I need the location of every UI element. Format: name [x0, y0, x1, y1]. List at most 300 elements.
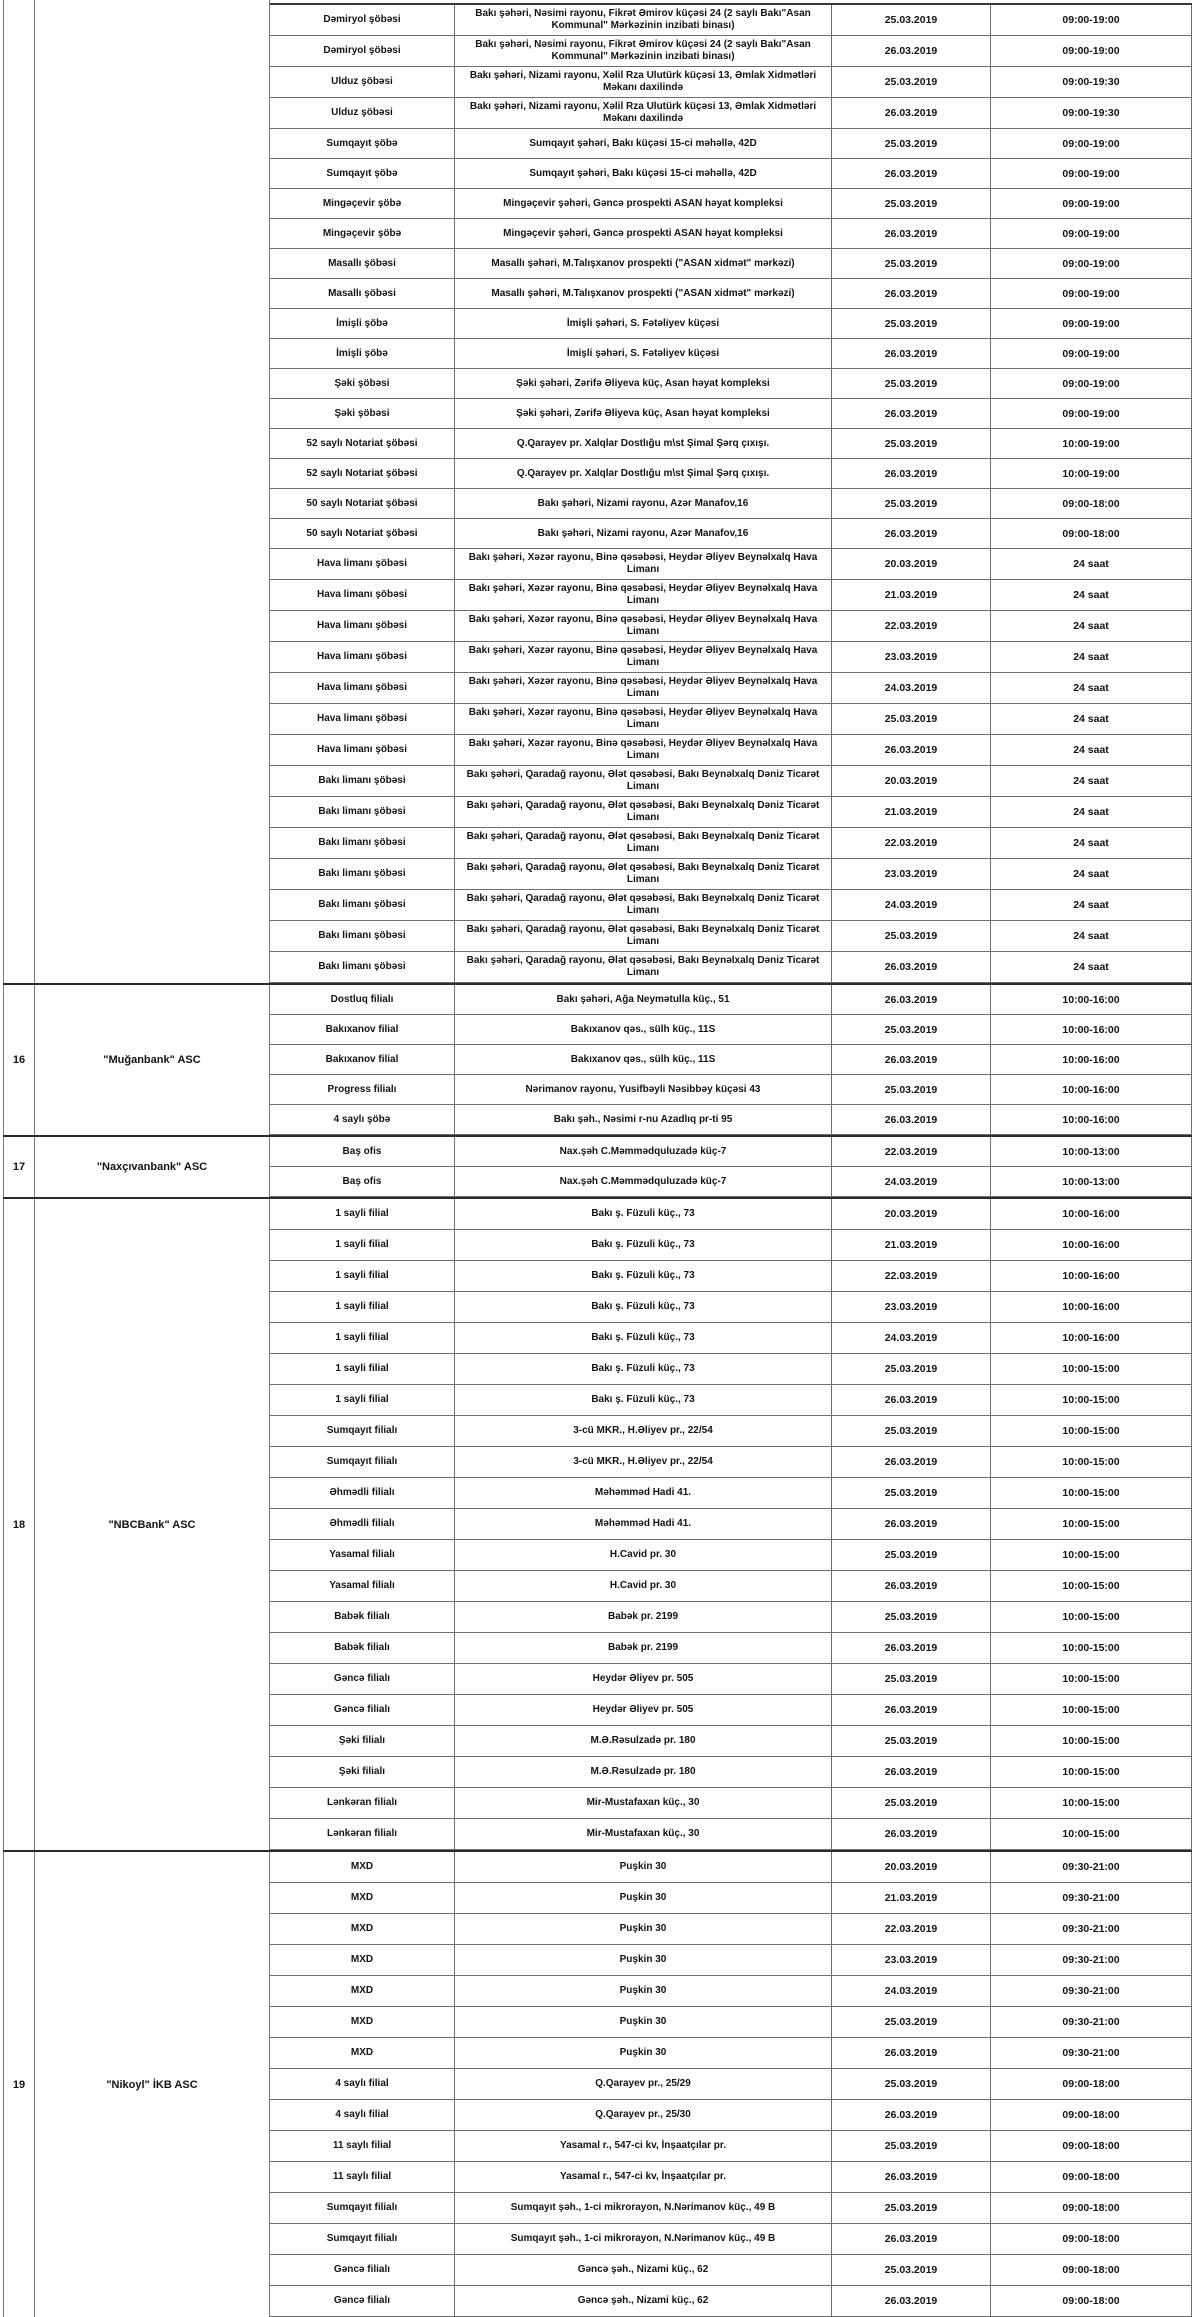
cell-branch: 50 saylı Notariat şöbəsi	[270, 519, 455, 548]
section-number: 17	[12, 1161, 26, 1173]
section-number: 18	[12, 1518, 26, 1531]
cell-branch: Masallı şöbəsi	[270, 279, 455, 308]
cell-date: 25.03.2019	[832, 704, 991, 734]
cell-date: 25.03.2019	[832, 489, 991, 518]
cell-date: 21.03.2019	[832, 1230, 991, 1260]
table-row	[270, 828, 1192, 859]
cell-address: Sumqayıt şəhəri, Bakı küçəsi 15-ci məhəllə, 42D	[455, 129, 832, 158]
cell-time: 10:00-16:00	[991, 985, 1192, 1014]
cell-address: İmişli şəhəri, S. Fətəliyev küçəsi	[455, 339, 832, 368]
cell-address: Mir-Mustafaxan küç., 30	[455, 1788, 832, 1818]
cell-branch: Şəki şöbəsi	[270, 369, 455, 398]
cell-time: 09:00-19:00	[991, 159, 1192, 188]
table-row	[270, 1757, 1192, 1788]
cell-branch: Sumqayıt şöbə	[270, 159, 455, 188]
table-row	[270, 611, 1192, 642]
table-row	[270, 2255, 1192, 2286]
cell-time: 09:00-18:00	[991, 2286, 1192, 2316]
table-row	[270, 1914, 1192, 1945]
cell-date: 26.03.2019	[832, 952, 991, 982]
table-row	[270, 2038, 1192, 2069]
table-row	[270, 952, 1192, 983]
bank-name: "Muğanbank" ASC	[103, 1054, 201, 1066]
cell-time: 09:00-18:00	[991, 2224, 1192, 2254]
cell-time: 10:00-16:00	[991, 1199, 1192, 1229]
bank-section	[3, 1197, 1192, 1850]
cell-time: 10:00-15:00	[991, 1416, 1192, 1446]
cell-branch: Əhmədli filialı	[270, 1478, 455, 1508]
cell-time: 09:00-19:00	[991, 339, 1192, 368]
cell-time: 24 saat	[991, 859, 1192, 889]
cell-address: Bakı şəhəri, Xəzər rayonu, Binə qəsəbəsi, Heydər Əliyev Beynəlxalq Hava Limanı	[455, 673, 832, 703]
table-row	[270, 67, 1192, 98]
cell-time: 10:00-15:00	[991, 1509, 1192, 1539]
table-row	[270, 489, 1192, 519]
table-row	[270, 1788, 1192, 1819]
cell-branch: Hava limanı şöbəsi	[270, 704, 455, 734]
cell-address: Q.Qarayev pr. Xalqlar Dostlığu m\st Şimal Şərq çıxışı.	[455, 459, 832, 488]
cell-branch: Yasamal filialı	[270, 1540, 455, 1570]
section-rows	[270, 1137, 1192, 1197]
cell-time: 09:00-18:00	[991, 2100, 1192, 2130]
cell-date: 20.03.2019	[832, 1199, 991, 1229]
cell-address: İmişli şəhəri, S. Fətəliyev küçəsi	[455, 309, 832, 338]
table-row	[270, 1416, 1192, 1447]
cell-branch: Baş ofis	[270, 1137, 455, 1166]
section-number: 16	[12, 1054, 26, 1066]
table-row	[270, 1726, 1192, 1757]
cell-branch: Şəki şöbəsi	[270, 399, 455, 428]
section-number-cell	[3, 985, 35, 1135]
cell-time: 24 saat	[991, 580, 1192, 610]
cell-date: 22.03.2019	[832, 1261, 991, 1291]
cell-branch: Bakı limanı şöbəsi	[270, 921, 455, 951]
table-row	[270, 859, 1192, 890]
cell-branch: 1 sayli filial	[270, 1261, 455, 1291]
cell-branch: Yasamal filialı	[270, 1571, 455, 1601]
cell-date: 26.03.2019	[832, 339, 991, 368]
cell-date: 26.03.2019	[832, 399, 991, 428]
cell-address: Bakı şəhəri, Nəsimi rayonu, Fikrət Əmirov küçəsi 24 (2 saylı Bakı"Asan Kommunal" Mərkəzinin inzibati binası)	[455, 36, 832, 66]
table-row	[270, 1015, 1192, 1045]
cell-address: Bakı ş. Füzuli küç., 73	[455, 1230, 832, 1260]
cell-branch: MXD	[270, 1976, 455, 2006]
cell-branch: MXD	[270, 1852, 455, 1882]
cell-address: Babək pr. 2199	[455, 1633, 832, 1663]
cell-time: 24 saat	[991, 673, 1192, 703]
cell-date: 25.03.2019	[832, 1015, 991, 1044]
table-row	[270, 1852, 1192, 1883]
cell-address: Gəncə şəh., Nizami küç., 62	[455, 2255, 832, 2285]
cell-address: Bakı ş. Füzuli küç., 73	[455, 1323, 832, 1353]
cell-address: Bakı şəhəri, Qaradağ rayonu, Ələt qəsəbəsi, Bakı Beynəlxalq Dəniz Ticarət Limanı	[455, 859, 832, 889]
cell-branch: 4 saylı filial	[270, 2100, 455, 2130]
cell-date: 22.03.2019	[832, 611, 991, 641]
cell-branch: İmişli şöbə	[270, 339, 455, 368]
table-row	[270, 1819, 1192, 1850]
cell-date: 25.03.2019	[832, 189, 991, 218]
cell-date: 25.03.2019	[832, 2193, 991, 2223]
cell-time: 09:00-19:00	[991, 129, 1192, 158]
cell-time: 10:00-19:00	[991, 459, 1192, 488]
cell-address: Babək pr. 2199	[455, 1602, 832, 1632]
cell-time: 09:30-21:00	[991, 2007, 1192, 2037]
cell-branch: Hava limanı şöbəsi	[270, 611, 455, 641]
table-row	[270, 369, 1192, 399]
section-rows	[270, 3, 1192, 983]
cell-date: 26.03.2019	[832, 1385, 991, 1415]
cell-branch: Bakı limanı şöbəsi	[270, 859, 455, 889]
cell-date: 26.03.2019	[832, 459, 991, 488]
cell-time: 09:00-18:00	[991, 2131, 1192, 2161]
table-row	[270, 2131, 1192, 2162]
table-row	[270, 766, 1192, 797]
cell-date: 26.03.2019	[832, 98, 991, 128]
table-row	[270, 890, 1192, 921]
table-row	[270, 735, 1192, 766]
table-row	[270, 339, 1192, 369]
cell-date: 22.03.2019	[832, 1137, 991, 1166]
cell-time: 24 saat	[991, 642, 1192, 672]
cell-date: 20.03.2019	[832, 1852, 991, 1882]
cell-address: Bakı şəhəri, Xəzər rayonu, Binə qəsəbəsi, Heydər Əliyev Beynəlxalq Hava Limanı	[455, 642, 832, 672]
table-row	[270, 2069, 1192, 2100]
table-row	[270, 249, 1192, 279]
cell-time: 10:00-16:00	[991, 1230, 1192, 1260]
cell-address: Bakı şəhəri, Qaradağ rayonu, Ələt qəsəbəsi, Bakı Beynəlxalq Dəniz Ticarət Limanı	[455, 797, 832, 827]
table-row	[270, 673, 1192, 704]
cell-time: 10:00-13:00	[991, 1137, 1192, 1166]
branches-table	[3, 0, 1192, 2307]
cell-branch: MXD	[270, 2007, 455, 2037]
cell-address: Heydər Əliyev pr. 505	[455, 1695, 832, 1725]
cell-date: 24.03.2019	[832, 1167, 991, 1196]
bank-name-cell	[35, 0, 270, 983]
cell-address: Puşkin 30	[455, 1852, 832, 1882]
cell-address: Məhəmməd Hadi 41.	[455, 1509, 832, 1539]
cell-branch: Dostluq filialı	[270, 985, 455, 1014]
table-row	[270, 189, 1192, 219]
cell-branch: Ulduz şöbəsi	[270, 98, 455, 128]
bank-name: "NBCBank" ASC	[108, 1518, 196, 1531]
cell-time: 10:00-15:00	[991, 1602, 1192, 1632]
cell-time: 24 saat	[991, 797, 1192, 827]
cell-date: 25.03.2019	[832, 2131, 991, 2161]
table-row	[270, 921, 1192, 952]
cell-date: 25.03.2019	[832, 369, 991, 398]
cell-date: 26.03.2019	[832, 1757, 991, 1787]
table-row	[270, 159, 1192, 189]
table-row	[270, 1945, 1192, 1976]
cell-branch: Masallı şöbəsi	[270, 249, 455, 278]
table-row	[270, 2007, 1192, 2038]
bank-section	[3, 0, 1192, 983]
cell-address: Sumqayıt şəh., 1-ci mikrorayon, N.Nərimanov küç., 49 B	[455, 2224, 832, 2254]
bank-name: "Naxçıvanbank" ASC	[96, 1161, 208, 1173]
cell-time: 09:00-18:00	[991, 2255, 1192, 2285]
cell-address: Bakı şəhəri, Qaradağ rayonu, Ələt qəsəbəsi, Bakı Beynəlxalq Dəniz Ticarət Limanı	[455, 952, 832, 982]
table-row	[270, 1199, 1192, 1230]
cell-address: Bakı şəhəri, Nəsimi rayonu, Fikrət Əmirov küçəsi 24 (2 saylı Bakı"Asan Kommunal" Mərkəzinin inzibati binası)	[455, 5, 832, 35]
table-row	[270, 2100, 1192, 2131]
table-row	[270, 429, 1192, 459]
cell-date: 23.03.2019	[832, 859, 991, 889]
cell-date: 21.03.2019	[832, 1883, 991, 1913]
cell-time: 10:00-15:00	[991, 1571, 1192, 1601]
cell-date: 23.03.2019	[832, 1945, 991, 1975]
cell-branch: Bakı limanı şöbəsi	[270, 828, 455, 858]
section-number-cell	[3, 1852, 35, 2317]
cell-address: Puşkin 30	[455, 2007, 832, 2037]
cell-date: 25.03.2019	[832, 1664, 991, 1694]
bank-name-cell	[35, 985, 270, 1135]
cell-date: 26.03.2019	[832, 159, 991, 188]
cell-time: 09:00-19:00	[991, 36, 1192, 66]
cell-address: Q.Qarayev pr., 25/29	[455, 2069, 832, 2099]
cell-address: Heydər Əliyev pr. 505	[455, 1664, 832, 1694]
cell-time: 10:00-16:00	[991, 1261, 1192, 1291]
cell-date: 22.03.2019	[832, 1914, 991, 1944]
cell-date: 25.03.2019	[832, 2007, 991, 2037]
table-row	[270, 1105, 1192, 1135]
cell-address: Yasamal r., 547-ci kv, İnşaatçılar pr.	[455, 2162, 832, 2192]
cell-date: 25.03.2019	[832, 67, 991, 97]
bank-name-cell	[35, 1137, 270, 1197]
cell-address: Bakı şəh., Nəsimi r-nu Azadlıq pr-ti 95	[455, 1105, 832, 1134]
cell-time: 09:30-21:00	[991, 1945, 1192, 1975]
cell-address: Nərimanov rayonu, Yusifbəyli Nəsibbəy küçəsi 43	[455, 1075, 832, 1104]
cell-branch: Sumqayıt filialı	[270, 2224, 455, 2254]
cell-date: 20.03.2019	[832, 766, 991, 796]
cell-address: Bakı ş. Füzuli küç., 73	[455, 1199, 832, 1229]
cell-time: 10:00-19:00	[991, 429, 1192, 458]
cell-date: 25.03.2019	[832, 1788, 991, 1818]
cell-address: Bakı ş. Füzuli küç., 73	[455, 1354, 832, 1384]
table-row	[270, 1883, 1192, 1914]
cell-time: 10:00-15:00	[991, 1354, 1192, 1384]
cell-branch: İmişli şöbə	[270, 309, 455, 338]
cell-address: Sumqayıt şəhəri, Bakı küçəsi 15-ci məhəllə, 42D	[455, 159, 832, 188]
cell-address: Puşkin 30	[455, 2038, 832, 2068]
cell-time: 10:00-16:00	[991, 1015, 1192, 1044]
cell-date: 24.03.2019	[832, 890, 991, 920]
section-number-cell	[3, 1199, 35, 1850]
cell-date: 22.03.2019	[832, 828, 991, 858]
cell-branch: Progress filialı	[270, 1075, 455, 1104]
table-row	[270, 1075, 1192, 1105]
cell-branch: Gəncə filialı	[270, 2286, 455, 2316]
cell-time: 10:00-15:00	[991, 1788, 1192, 1818]
cell-branch: Baş ofis	[270, 1167, 455, 1196]
cell-branch: MXD	[270, 1914, 455, 1944]
cell-address: Bakı şəhəri, Qaradağ rayonu, Ələt qəsəbəsi, Bakı Beynəlxalq Dəniz Ticarət Limanı	[455, 921, 832, 951]
cell-time: 24 saat	[991, 890, 1192, 920]
cell-address: Nax.şəh C.Məmmədquluzadə küç-7	[455, 1167, 832, 1196]
cell-time: 09:30-21:00	[991, 1883, 1192, 1913]
cell-time: 24 saat	[991, 735, 1192, 765]
cell-branch: Bakı limanı şöbəsi	[270, 952, 455, 982]
cell-address: Bakı şəhəri, Xəzər rayonu, Binə qəsəbəsi, Heydər Əliyev Beynəlxalq Hava Limanı	[455, 611, 832, 641]
cell-address: Gəncə şəh., Nizami küç., 62	[455, 2286, 832, 2316]
table-row	[270, 2286, 1192, 2317]
cell-address: Puşkin 30	[455, 1945, 832, 1975]
cell-date: 25.03.2019	[832, 1354, 991, 1384]
cell-time: 09:00-19:00	[991, 219, 1192, 248]
cell-address: Bakı şəhəri, Xəzər rayonu, Binə qəsəbəsi, Heydər Əliyev Beynəlxalq Hava Limanı	[455, 549, 832, 579]
cell-address: Bakı şəhəri, Xəzər rayonu, Binə qəsəbəsi, Heydər Əliyev Beynəlxalq Hava Limanı	[455, 704, 832, 734]
cell-time: 09:30-21:00	[991, 1914, 1192, 1944]
cell-address: M.Ə.Rəsulzadə pr. 180	[455, 1757, 832, 1787]
cell-date: 24.03.2019	[832, 1976, 991, 2006]
cell-branch: Bakı limanı şöbəsi	[270, 890, 455, 920]
bank-name: "Nikoyl" İKB ASC	[106, 2078, 198, 2091]
bank-name-cell	[35, 1852, 270, 2317]
table-row	[270, 279, 1192, 309]
cell-branch: Dəmiryol şöbəsi	[270, 36, 455, 66]
cell-address: Bakı ş. Füzuli küç., 73	[455, 1292, 832, 1322]
table-row	[270, 549, 1192, 580]
cell-branch: 1 sayli filial	[270, 1323, 455, 1353]
cell-date: 26.03.2019	[832, 519, 991, 548]
cell-date: 25.03.2019	[832, 1602, 991, 1632]
cell-branch: Gəncə filialı	[270, 1664, 455, 1694]
cell-date: 26.03.2019	[832, 1819, 991, 1849]
cell-date: 26.03.2019	[832, 2224, 991, 2254]
table-row	[270, 2224, 1192, 2255]
cell-address: Bakı şəhəri, Ağa Neymətulla küç., 51	[455, 985, 832, 1014]
table-row	[270, 1230, 1192, 1261]
cell-date: 25.03.2019	[832, 1726, 991, 1756]
table-row	[270, 1137, 1192, 1167]
cell-branch: Əhmədli filialı	[270, 1509, 455, 1539]
cell-address: Q.Qarayev pr., 25/30	[455, 2100, 832, 2130]
cell-address: Masallı şəhəri, M.Talışxanov prospekti ("ASAN xidmət" mərkəzi)	[455, 279, 832, 308]
cell-branch: Şəki filialı	[270, 1757, 455, 1787]
cell-address: Puşkin 30	[455, 1883, 832, 1913]
cell-address: Bakıxanov qəs., sülh küç., 11S	[455, 1045, 832, 1074]
cell-branch: 11 saylı filial	[270, 2162, 455, 2192]
cell-date: 26.03.2019	[832, 2100, 991, 2130]
cell-date: 26.03.2019	[832, 1105, 991, 1134]
table-row	[270, 1695, 1192, 1726]
cell-branch: Babək filialı	[270, 1633, 455, 1663]
section-rows	[270, 1852, 1192, 2317]
cell-address: Bakı şəhəri, Nizami rayonu, Xəlil Rza Ulutürk küçəsi 13, Əmlak Xidmətləri Məkanı daxilində	[455, 67, 832, 97]
cell-date: 24.03.2019	[832, 1323, 991, 1353]
table-row	[270, 1571, 1192, 1602]
cell-time: 09:00-19:30	[991, 98, 1192, 128]
cell-time: 09:00-19:00	[991, 399, 1192, 428]
cell-address: Mir-Mustafaxan küç., 30	[455, 1819, 832, 1849]
cell-branch: Sumqayıt filialı	[270, 1416, 455, 1446]
table-row	[270, 36, 1192, 67]
cell-branch: 1 sayli filial	[270, 1385, 455, 1415]
cell-branch: Ulduz şöbəsi	[270, 67, 455, 97]
cell-branch: 1 sayli filial	[270, 1354, 455, 1384]
cell-date: 21.03.2019	[832, 580, 991, 610]
cell-date: 25.03.2019	[832, 429, 991, 458]
section-rows	[270, 985, 1192, 1135]
table-row	[270, 1478, 1192, 1509]
bank-section	[3, 1850, 1192, 2317]
cell-address: 3-cü MKR., H.Əliyev pr., 22/54	[455, 1447, 832, 1477]
table-row	[270, 309, 1192, 339]
table-row	[270, 1664, 1192, 1695]
section-number-cell	[3, 0, 35, 983]
cell-time: 09:00-18:00	[991, 2193, 1192, 2223]
cell-time: 09:00-19:30	[991, 67, 1192, 97]
table-row	[270, 985, 1192, 1015]
table-row	[270, 2193, 1192, 2224]
cell-branch: Hava limanı şöbəsi	[270, 673, 455, 703]
cell-branch: Lənkəran filialı	[270, 1788, 455, 1818]
table-row	[270, 399, 1192, 429]
cell-address: Puşkin 30	[455, 1976, 832, 2006]
cell-time: 24 saat	[991, 828, 1192, 858]
cell-branch: MXD	[270, 2038, 455, 2068]
table-row	[270, 1385, 1192, 1416]
section-number: 19	[12, 2078, 26, 2091]
cell-address: Yasamal r., 547-ci kv, İnşaatçılar pr.	[455, 2131, 832, 2161]
cell-date: 25.03.2019	[832, 1478, 991, 1508]
bank-name-cell	[35, 1199, 270, 1850]
cell-address: H.Cavid pr. 30	[455, 1540, 832, 1570]
table-row	[270, 129, 1192, 159]
cell-time: 09:30-21:00	[991, 2038, 1192, 2068]
cell-time: 09:00-18:00	[991, 489, 1192, 518]
cell-date: 26.03.2019	[832, 1571, 991, 1601]
cell-branch: Dəmiryol şöbəsi	[270, 5, 455, 35]
cell-time: 09:00-18:00	[991, 519, 1192, 548]
section-number-cell	[3, 1137, 35, 1197]
table-row	[270, 1509, 1192, 1540]
cell-branch: 52 saylı Notariat şöbəsi	[270, 459, 455, 488]
table-row	[270, 1540, 1192, 1571]
cell-branch: Gəncə filialı	[270, 2255, 455, 2285]
cell-time: 24 saat	[991, 766, 1192, 796]
cell-time: 10:00-16:00	[991, 1045, 1192, 1074]
cell-address: Sumqayıt şəh., 1-ci mikrorayon, N.Nərimanov küç., 49 B	[455, 2193, 832, 2223]
cell-time: 09:00-18:00	[991, 2069, 1192, 2099]
cell-time: 10:00-15:00	[991, 1478, 1192, 1508]
cell-date: 24.03.2019	[832, 673, 991, 703]
cell-address: Bakıxanov qəs., sülh küç., 11S	[455, 1015, 832, 1044]
cell-time: 10:00-15:00	[991, 1447, 1192, 1477]
cell-date: 25.03.2019	[832, 1075, 991, 1104]
cell-address: Bakı ş. Füzuli küç., 73	[455, 1261, 832, 1291]
cell-date: 20.03.2019	[832, 549, 991, 579]
table-row	[270, 1045, 1192, 1075]
cell-address: H.Cavid pr. 30	[455, 1571, 832, 1601]
cell-address: Şəki şəhəri, Zərifə Əliyeva küç, Asan həyat kompleksi	[455, 399, 832, 428]
cell-address: Bakı şəhəri, Qaradağ rayonu, Ələt qəsəbəsi, Bakı Beynəlxalq Dəniz Ticarət Limanı	[455, 890, 832, 920]
table-row	[270, 1323, 1192, 1354]
cell-date: 25.03.2019	[832, 2255, 991, 2285]
cell-address: Bakı şəhəri, Nizami rayonu, Azər Manafov,16	[455, 519, 832, 548]
cell-date: 26.03.2019	[832, 36, 991, 66]
cell-branch: Gəncə filialı	[270, 1695, 455, 1725]
table-row	[270, 1167, 1192, 1197]
cell-branch: 52 saylı Notariat şöbəsi	[270, 429, 455, 458]
cell-time: 10:00-15:00	[991, 1726, 1192, 1756]
cell-date: 26.03.2019	[832, 2162, 991, 2192]
cell-date: 25.03.2019	[832, 1416, 991, 1446]
cell-time: 09:00-19:00	[991, 189, 1192, 218]
cell-address: Bakı şəhəri, Qaradağ rayonu, Ələt qəsəbəsi, Bakı Beynəlxalq Dəniz Ticarət Limanı	[455, 828, 832, 858]
cell-branch: 11 saylı filial	[270, 2131, 455, 2161]
cell-branch: Bakı limanı şöbəsi	[270, 797, 455, 827]
cell-branch: Bakıxanov filial	[270, 1045, 455, 1074]
